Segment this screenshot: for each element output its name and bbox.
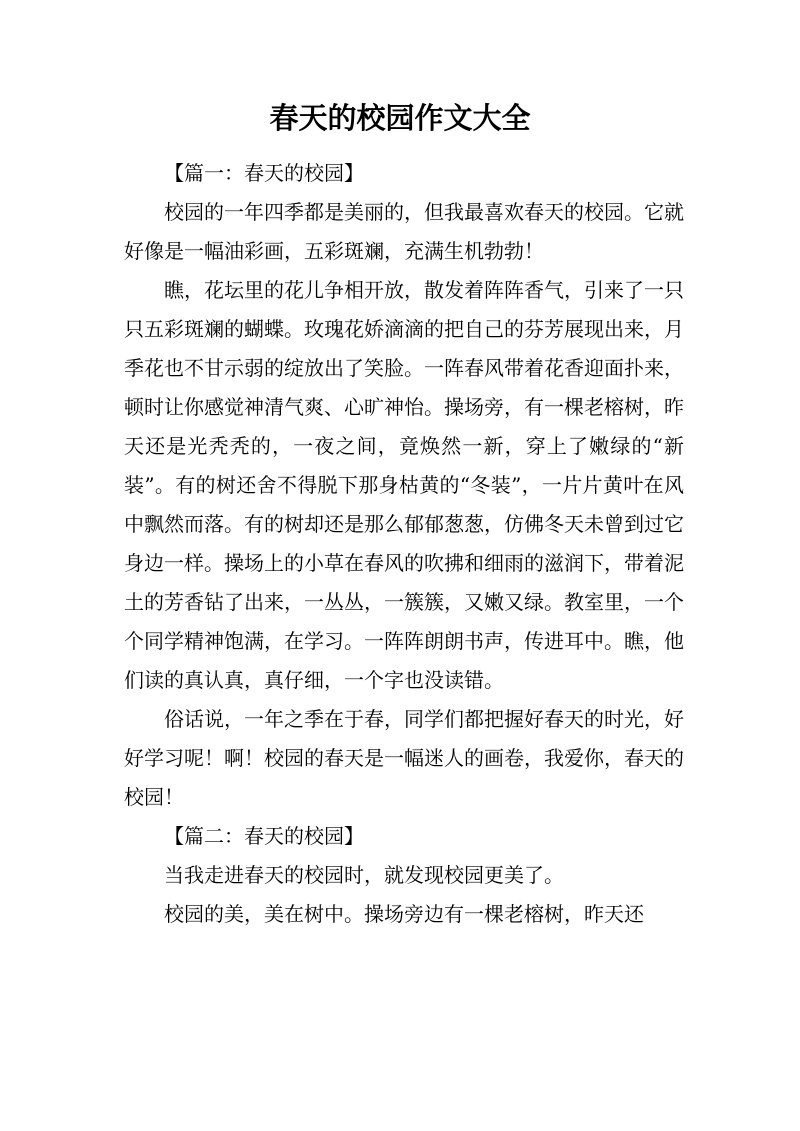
paragraph: 瞧，花坛里的花儿争相开放，散发着阵阵香气，引来了一只只五彩斑斓的蝴蝶。玫瑰花娇滴滴的把自己的芬芳展现出来，月季花也不甘示弱的绽放出了笑脸。一阵春风带着花香迎面扑来，顿时让你感觉神清气爽、心旷神怡。操场旁，有一棵老榕树，昨天还是光秃秃的，一夜之间，竟焕然一新，穿上了嫩绿的“新装”。有的树还舍不得脱下那身枯黄的“冬装”，一片片黄叶在风中飘然而落。有的树却还是那么郁郁葱葱，仿佛冬天未曾到过它身边一样。操场上的小草在春风的吹拂和细雨的滋润下，带着泥土的芳香钻了出来，一丛丛，一簇簇，又嫩又绿。教室里，一个个同学精神饱满，在学习。一阵阵朗朗书声，传进耳中。瞧，他们读的真认真，真仔细，一个字也没读错。 [124,278,684,692]
paragraph: 俗话说，一年之季在于春，同学们都把握好春天的时光，好好学习呢！啊！校园的春天是一幅迷人的画卷，我爱你，春天的校园！ [124,707,684,809]
paragraph: 当我走进春天的校园时，就发现校园更美了。 [164,863,564,887]
paragraph: 校园的一年四季都是美丽的，但我最喜欢春天的校园。它就好像是一幅油彩画，五彩斑斓，充满生机勃勃！ [124,200,684,263]
section-heading: 【篇二：春天的校园】 [164,824,364,848]
section-heading: 【篇一：春天的校园】 [164,161,364,185]
document-title: 春天的校园作文大全 [269,101,531,135]
paragraph: 校园的美，美在树中。操场旁边有一棵老榕树，昨天还 [164,902,644,926]
document-body [124,154,684,934]
